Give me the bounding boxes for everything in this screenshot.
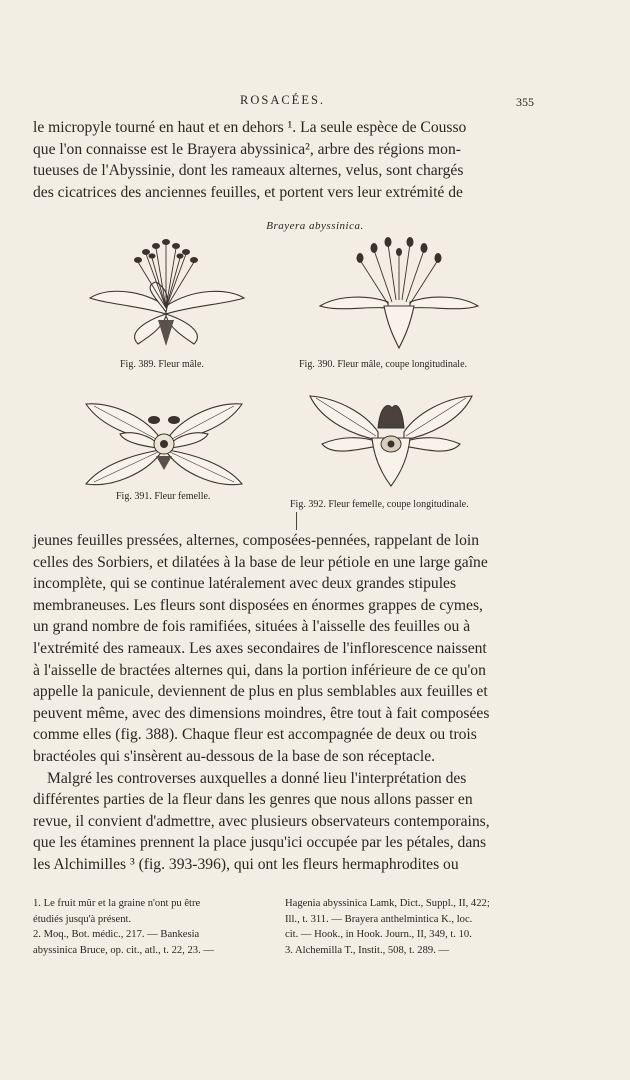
text-line: membraneuses. Les fleurs sont disposées en énormes grappes de cymes,	[33, 596, 483, 614]
text-line: Malgré les controverses auxquelles a donné lieu l'interprétation des	[47, 769, 467, 787]
footnote-line: étudiés jusqu'à présent.	[33, 913, 132, 925]
text-line: que les étamines prennent la place jusqu'ici occupée par les pétales, dans	[33, 834, 487, 852]
text-line: bractéoles qui s'insèrent au-dessous de la base de son réceptacle.	[33, 747, 436, 765]
text-line: des cicatrices des anciennes feuilles, et portent vers leur extrémité de	[33, 183, 463, 201]
footnote-line: Hagenia abyssinica Lamk, Dict., Suppl., II, 422;	[285, 898, 490, 909]
footnote-line: 3. Alchemilla T., Instit., 508, t. 289. —	[285, 944, 450, 956]
footnotes-left-column	[33, 896, 273, 958]
text-line: revue, il convient d'admettre, avec plusieurs observateurs contemporains,	[33, 812, 490, 830]
paragraph-top	[33, 117, 531, 203]
text-line: tueuses de l'Abyssinie, dont les rameaux alternes, velus, sont chargés	[33, 162, 464, 180]
caption-fig-390: Fig. 390. Fleur mâle, coupe longitudinale.	[299, 359, 468, 370]
vertical-rule	[296, 512, 297, 530]
page-number: 355	[516, 95, 534, 109]
figure-391-illustration	[84, 398, 244, 490]
figure-392-illustration	[308, 392, 474, 490]
text-line: comme elles (fig. 388). Chaque fleur est accompagnée de deux ou trois	[33, 726, 477, 744]
caption-fig-389: Fig. 389. Fleur mâle.	[120, 359, 204, 370]
footnote-line: 1. Le fruit mûr et la graine n'ont pu être	[33, 898, 201, 909]
text-line: à l'aisselle de bractées alternes qui, dans la portion inférieure de ce qu'on	[33, 661, 486, 679]
caption-fig-392: Fig. 392. Fleur femelle, coupe longitudinale.	[290, 499, 469, 510]
footnote-line: abyssinica Bruce, op. cit., atl., t. 22, 23. —	[33, 944, 214, 956]
text-line: incomplète, qui se continue latéralement avec deux grandes stipules	[33, 575, 457, 593]
text-line: un grand nombre de fois ramifiées, situées à l'aisselle des feuilles ou à	[33, 618, 471, 636]
text-line: le micropyle tourné en haut et en dehors ¹. La seule espèce de Cousso	[33, 119, 467, 136]
caption-fig-391: Fig. 391. Fleur femelle.	[116, 491, 211, 502]
text-line: jeunes feuilles pressées, alternes, composées-pennées, rappelant de loin	[33, 532, 479, 549]
footnotes-right-column	[285, 896, 525, 958]
footnote-line: 2. Moq., Bot. médic., 217. — Bankesia	[33, 929, 200, 940]
figure-block-title: Brayera abyssinica.	[266, 220, 364, 232]
footnote-line: Ill., t. 311. — Brayera anthelmintica K., loc.	[285, 913, 473, 925]
text-line: les Alchimilles ³ (fig. 393-396), qui ont les fleurs hermaphrodites ou	[33, 855, 459, 873]
paragraph-bottom	[33, 530, 531, 876]
text-line: différentes parties de la fleur dans les genres que nous allons passer en	[33, 791, 473, 809]
running-head: ROSACÉES.	[240, 93, 326, 107]
text-line: peuvent même, avec des dimensions moindres, être tout à fait composées	[33, 704, 490, 722]
text-line: l'extrémité des rameaux. Les axes secondaires de l'inflorescence naissent	[33, 639, 487, 657]
footnote-line: cit. — Hook., in Hook. Journ., II, 349, t. 10.	[285, 929, 472, 940]
text-line: que l'on connaisse est le Brayera abyssinica², arbre des régions mon-	[33, 140, 461, 158]
text-line: appelle la panicule, deviennent de plus en plus semblables aux feuilles et	[33, 683, 488, 701]
figure-389-illustration	[86, 236, 248, 352]
text-line: celles des Sorbiers, et dilatées à la base de leur pétiole en une large gaîne	[33, 553, 488, 571]
figure-390-illustration	[318, 236, 480, 352]
